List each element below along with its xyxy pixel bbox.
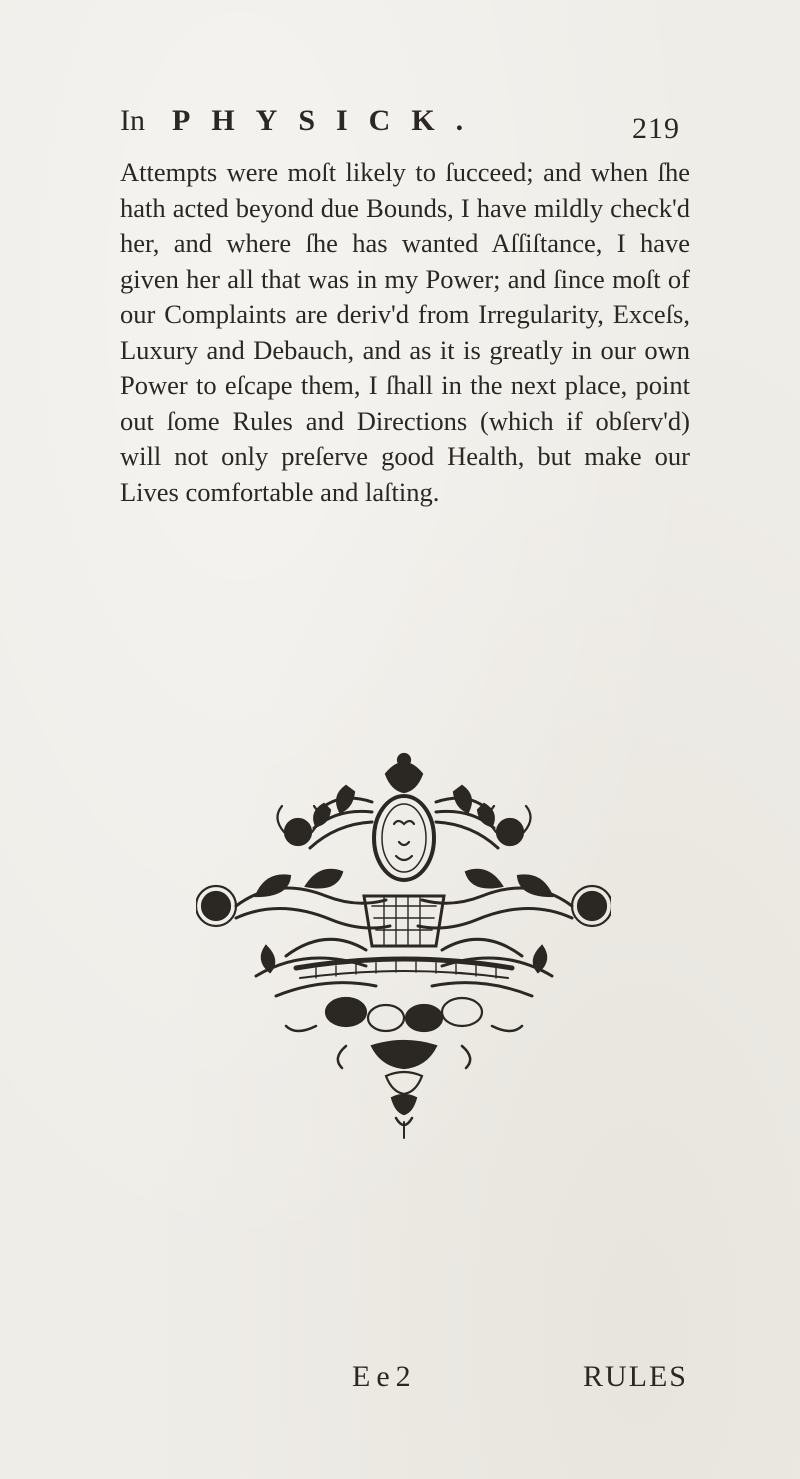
running-head bbox=[120, 104, 680, 150]
floral-tailpiece-ornament-icon bbox=[196, 746, 611, 1146]
body-paragraph: Attempts were moſt likely to ſucceed; and when ſhe hath acted beyond due Bounds, I have mildly check'd her, and where ſhe has wanted Aſſiſtance, I have given her all that was in my Power; and ſince moſt of our Complaints are deriv'd from Irregularity, Exceſs, Luxury and Debauch, and as it is greatly in our own Power to eſcape them, I ſhall in the next place, point out ſome Rules and Directions (which if obſerv'd) will not only preſerve good Health, but make our Lives comfortable and laſting. bbox=[120, 157, 690, 507]
running-head-title: PHYSICK. bbox=[172, 104, 485, 137]
footer-catchline bbox=[352, 1360, 688, 1400]
signature-mark: Ee2 bbox=[352, 1360, 417, 1393]
page-number: 219 bbox=[632, 112, 680, 145]
running-head-prefix: In bbox=[120, 104, 145, 137]
catchword: RULES bbox=[582, 1360, 688, 1393]
